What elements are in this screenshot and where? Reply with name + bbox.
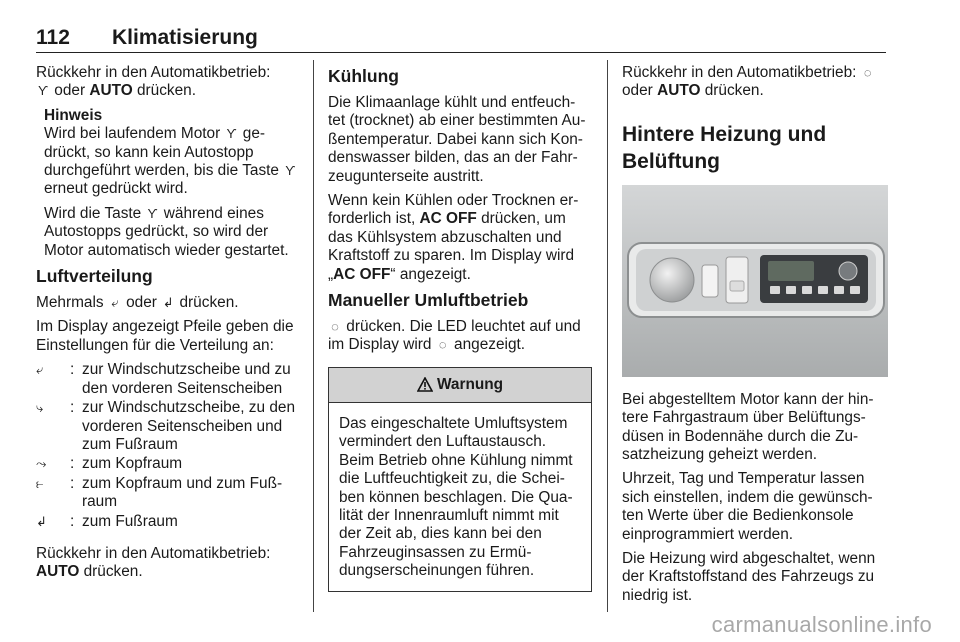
section-heading: Kühlung bbox=[328, 66, 399, 86]
head-airflow-icon: ⤳ bbox=[36, 456, 47, 472]
control-panel-illustration bbox=[622, 185, 888, 377]
list-item: ⥼ : zum Kopfraum und zum Fuß-raum bbox=[36, 474, 283, 511]
fan-icon: ϒ bbox=[285, 163, 296, 179]
recirculation-icon: ◌ bbox=[438, 337, 447, 353]
hint-block bbox=[36, 107, 298, 260]
warning-header bbox=[329, 368, 591, 403]
heater-control-panel-photo bbox=[622, 185, 888, 377]
fan-icon: ϒ bbox=[147, 205, 158, 221]
head-footwell-airflow-icon: ⥼ bbox=[36, 475, 44, 491]
watermark: carmanualsonline.info bbox=[711, 612, 932, 637]
airflow-icon: ⤶ bbox=[111, 295, 119, 311]
list-item: ⤶ : zur Windschutzscheibe und zu den vorderen Seitenscheiben bbox=[36, 361, 291, 397]
footwell-airflow-icon: ↲ bbox=[36, 513, 47, 529]
paragraph: Die Klimaanlage kühlt und entfeuch-tet (trocknet) ab einer bestimmten Au-ßentemperatur. Dabei kann sich Kon-denswasser bilden, das an der Fahr-zeugunterseite austritt. bbox=[328, 94, 586, 185]
hint-text: Wird die Taste ϒ während eines Autostopps gedrückt, so wird der Motor automatisch wieder gestartet. bbox=[44, 204, 289, 259]
paragraph: Uhrzeit, Tag und Temperatur lassen sich einstellen, indem die gewünsch-ten Werte über die Bedienkonsole einprogrammiert werden. bbox=[622, 470, 873, 543]
section-heading: Luftverteilung bbox=[36, 266, 153, 287]
warning-title: Warnung bbox=[436, 375, 504, 393]
paragraph: Rückkehr in den Automatikbetrieb: ◌ oder AUTO drücken. bbox=[622, 64, 888, 101]
column-divider bbox=[313, 60, 314, 612]
list-item: ↲ : zum Fußraum bbox=[36, 512, 178, 530]
page-header bbox=[36, 26, 886, 53]
airflow-icon: ↲ bbox=[162, 295, 174, 311]
warning-text: Das eingeschaltete Umluftsystem vermindert den Luftaustausch. Beim Betrieb ohne Kühlung nimmt die Luftfeuchtigkeit zu, die Schei-ben können beschlagen. Die Qua-lität der Innenraumluft nimmt mit der Zeit ab, dies kann bei den Fahrzeuginsassen zu Ermü-dungserscheinungen führen. bbox=[339, 414, 573, 580]
paragraph: Wenn kein Kühlen oder Trocknen er-forderlich ist, AC OFF drücken, um das Kühlsystem abzuschalten und Kraftstoff zu sparen. Im Display wird „AC OFF“ angezeigt. bbox=[328, 192, 579, 283]
paragraph: Rückkehr in den Automatikbetrieb: ϒ oder AUTO drücken. bbox=[36, 64, 271, 100]
page-title: Klimatisierung bbox=[112, 26, 258, 49]
fan-icon: ϒ bbox=[226, 126, 237, 142]
fan-icon: ϒ bbox=[37, 83, 49, 99]
list-item: ⤷ : zur Windschutzscheibe, zu den vorderen Seitenscheiben und zum Fußraum bbox=[36, 399, 296, 453]
paragraph: Mehrmals ⤶ oder ↲ drücken. bbox=[36, 294, 239, 312]
definition-list bbox=[36, 361, 298, 531]
section-heading: Manueller Umluftbetrieb bbox=[328, 290, 529, 311]
paragraph: Im Display angezeigt Pfeile geben die Einstellungen für die Verteilung an: bbox=[36, 318, 294, 354]
windshield-footwell-airflow-icon: ⤷ bbox=[36, 400, 44, 416]
paragraph: Bei abgestelltem Motor kann der hin-tere Fahrgastraum über Belüftungs-düsen in Bodennähe durch die Zu-satzheizung geheizt werden. bbox=[622, 390, 874, 464]
column-2 bbox=[328, 64, 592, 592]
list-item: ⤳ : zum Kopfraum bbox=[36, 455, 183, 473]
warning-triangle-icon bbox=[417, 377, 433, 392]
recirculation-icon: ◌ bbox=[331, 319, 339, 335]
recirculation-icon: ◌ bbox=[863, 65, 872, 80]
paragraph: Die Heizung wird abgeschaltet, wenn der Kraftstoffstand des Fahrzeugs zu niedrig ist. bbox=[622, 550, 876, 604]
column-divider bbox=[607, 60, 608, 612]
hint-text: Wird bei laufendem Motor ϒ ge-drückt, so kann kein Autostopp durchgeführt werden, bis die Taste ϒ erneut gedrückt wird. bbox=[44, 125, 296, 198]
paragraph: Rückkehr in den Automatikbetrieb: AUTO drücken. bbox=[36, 544, 271, 581]
section-heading: Hintere Heizung und Belüftung bbox=[622, 122, 827, 173]
page-number: 112 bbox=[36, 26, 70, 49]
paragraph: ◌ drücken. Die LED leuchtet auf und im Display wird ◌ angezeigt. bbox=[328, 318, 581, 354]
windshield-airflow-icon: ⤶ bbox=[36, 362, 44, 378]
warning-box bbox=[328, 367, 592, 592]
column-3 bbox=[622, 64, 888, 611]
hint-title: Hinweis bbox=[44, 106, 103, 124]
column-1 bbox=[36, 64, 298, 588]
